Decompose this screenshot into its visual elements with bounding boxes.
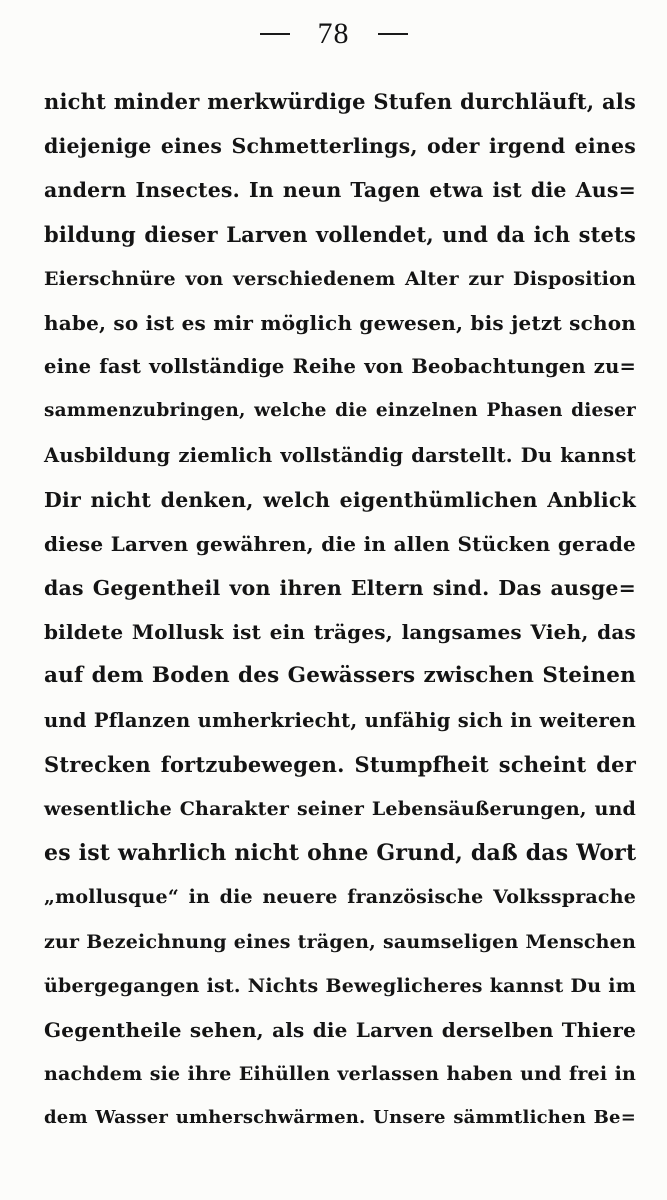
- text-line: und Pflanzen umherkriecht, unfähig sich in weiteren: [44, 708, 636, 732]
- text-line: diejenige eines Schmetterlings, oder irgend eines: [44, 134, 636, 159]
- text-line: nicht minder merkwürdige Stufen durchläuft, als: [44, 89, 636, 114]
- text-line: Gegentheile sehen, als die Larven derselben Thiere: [44, 1017, 636, 1042]
- page-header: [0, 14, 667, 54]
- text-line: habe, so ist es mir möglich gewesen, bis jetzt schon: [44, 310, 636, 335]
- left-dash: [260, 33, 290, 35]
- page-number: 78: [317, 17, 350, 50]
- body-text: [44, 80, 636, 1141]
- text-line: „mollusque“ in die neuere französische Volkssprache: [44, 886, 636, 909]
- text-line: Ausbildung ziemlich vollständig darstellt. Du kannst: [44, 443, 636, 467]
- text-line: auf dem Boden des Gewässers zwischen Steinen: [44, 663, 636, 689]
- text-line: es ist wahrlich nicht ohne Grund, daß das Wort: [44, 840, 637, 867]
- text-line: das Gegentheil von ihren Eltern sind. Das ausge=: [44, 576, 636, 601]
- text-line: übergegangen ist. Nichts Beweglicheres kannst Du im: [44, 974, 636, 997]
- text-line: bildete Mollusk ist ein träges, langsames Vieh, das: [44, 620, 636, 645]
- text-line: zur Bezeichnung eines trägen, saumseligen Menschen: [44, 930, 636, 953]
- text-line: diese Larven gewähren, die in allen Stücken gerade: [44, 531, 636, 556]
- text-line: nachdem sie ihre Eihüllen verlassen haben und frei in: [44, 1063, 636, 1086]
- text-line: bildung dieser Larven vollendet, und da ich stets: [44, 221, 636, 247]
- text-line: Eierschnüre von verschiedenem Alter zur Disposition: [44, 267, 636, 290]
- text-line: sammenzubringen, welche die einzelnen Phasen dieser: [44, 400, 636, 422]
- text-line: wesentliche Charakter seiner Lebensäußerungen, und: [44, 798, 636, 820]
- text-line: dem Wasser umherschwärmen. Unsere sämmtlichen Be=: [44, 1107, 636, 1129]
- text-line: Strecken fortzubewegen. Stumpfheit scheint der: [44, 751, 636, 777]
- right-dash: [378, 33, 408, 35]
- text-line: Dir nicht denken, welch eigenthümlichen Anblick: [44, 487, 636, 512]
- text-line: andern Insectes. In neun Tagen etwa ist die Aus=: [44, 178, 636, 203]
- text-line: eine fast vollständige Reihe von Beobachtungen zu=: [44, 355, 636, 379]
